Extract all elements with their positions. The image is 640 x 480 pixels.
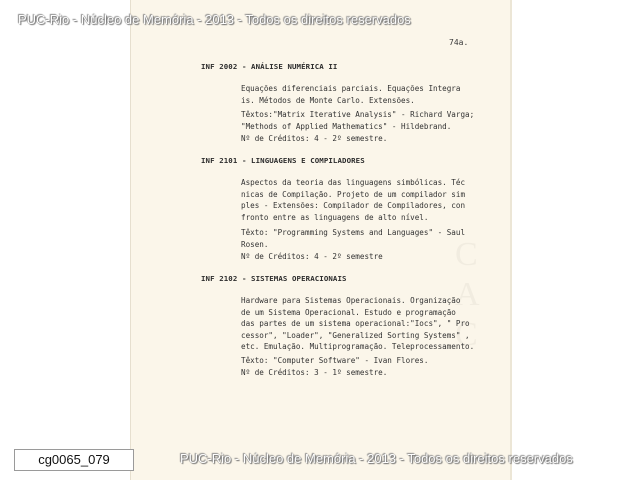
document-id-label: cg0065_079 (14, 449, 134, 471)
faint-seal-mark: C A C (455, 236, 480, 353)
course-heading-inf2002: INF 2002 - ANÁLISE NUMÉRICA II (201, 62, 338, 71)
texts-line: Têxtos:"Matrix Iterative Analysis" - Richard Varga; (241, 110, 475, 119)
course-texts-inf2101 (241, 227, 506, 250)
course-heading-inf2102: INF 2102 - SISTEMAS OPERACIONAIS (201, 274, 347, 283)
description-line: nicas de Compilação. Projeto de um compilador sim (241, 189, 466, 199)
course-description-inf2002 (241, 83, 506, 106)
description-line: ples - Extensões: Compilador de Compiladores, con (241, 201, 466, 210)
description-line: de um Sistema Operacional. Estudo e programação (241, 307, 456, 317)
description-line: cessor", "Loader", "Generalized Sorting Systems" , (241, 330, 470, 340)
watermark-top: PUC-Rio - Núcleo de Memória - 2013 - Todos os direitos reservados (18, 12, 411, 27)
texts-line: Têxto: "Computer Software" - Ivan Flores. (241, 356, 429, 365)
texts-line: "Methods of Applied Mathematics" - Hildebrand. (241, 121, 452, 131)
texts-line: Rosen. (241, 239, 269, 249)
course-texts-inf2102 (241, 355, 506, 367)
course-credits-inf2002 (241, 133, 506, 145)
watermark-bottom: PUC-Rio - Núcleo de Memória - 2013 - Todos os direitos reservados (180, 451, 573, 466)
description-line: is. Métodos de Monte Carlo. Extensões. (241, 95, 415, 105)
description-line: Hardware para Sistemas Operacionais. Organização (241, 296, 461, 305)
description-line: Equações diferenciais parciais. Equações Integra (241, 84, 461, 93)
description-line: etc. Emulação. Multiprogramação. Teleprocessamento. (241, 342, 475, 351)
course-credits-inf2101 (241, 251, 506, 263)
page-number: 74a. (449, 38, 469, 47)
course-description-inf2101 (241, 177, 506, 223)
description-line: fronto entre as linguagens de alto nível. (241, 212, 429, 222)
course-description-inf2102 (241, 295, 506, 353)
texts-line: Têxto: "Programming Systems and Languages" - Saul (241, 228, 466, 237)
credits-line: Nº de Créditos: 4 - 2º semestre. (241, 134, 388, 143)
description-line: Aspectos da teoria das linguagens simbólicas. Téc (241, 178, 466, 187)
course-texts-inf2002 (241, 109, 506, 132)
course-heading-inf2101: INF 2101 - LINGUAGENS E COMPILADORES (201, 156, 365, 165)
credits-line: Nº de Créditos: 4 - 2º semestre (241, 252, 383, 261)
course-credits-inf2102 (241, 367, 506, 379)
description-line: das partes de um sistema operacional:"Iocs", " Pro (241, 319, 470, 328)
credits-line: Nº de Créditos: 3 - 1º semestre. (241, 368, 388, 377)
